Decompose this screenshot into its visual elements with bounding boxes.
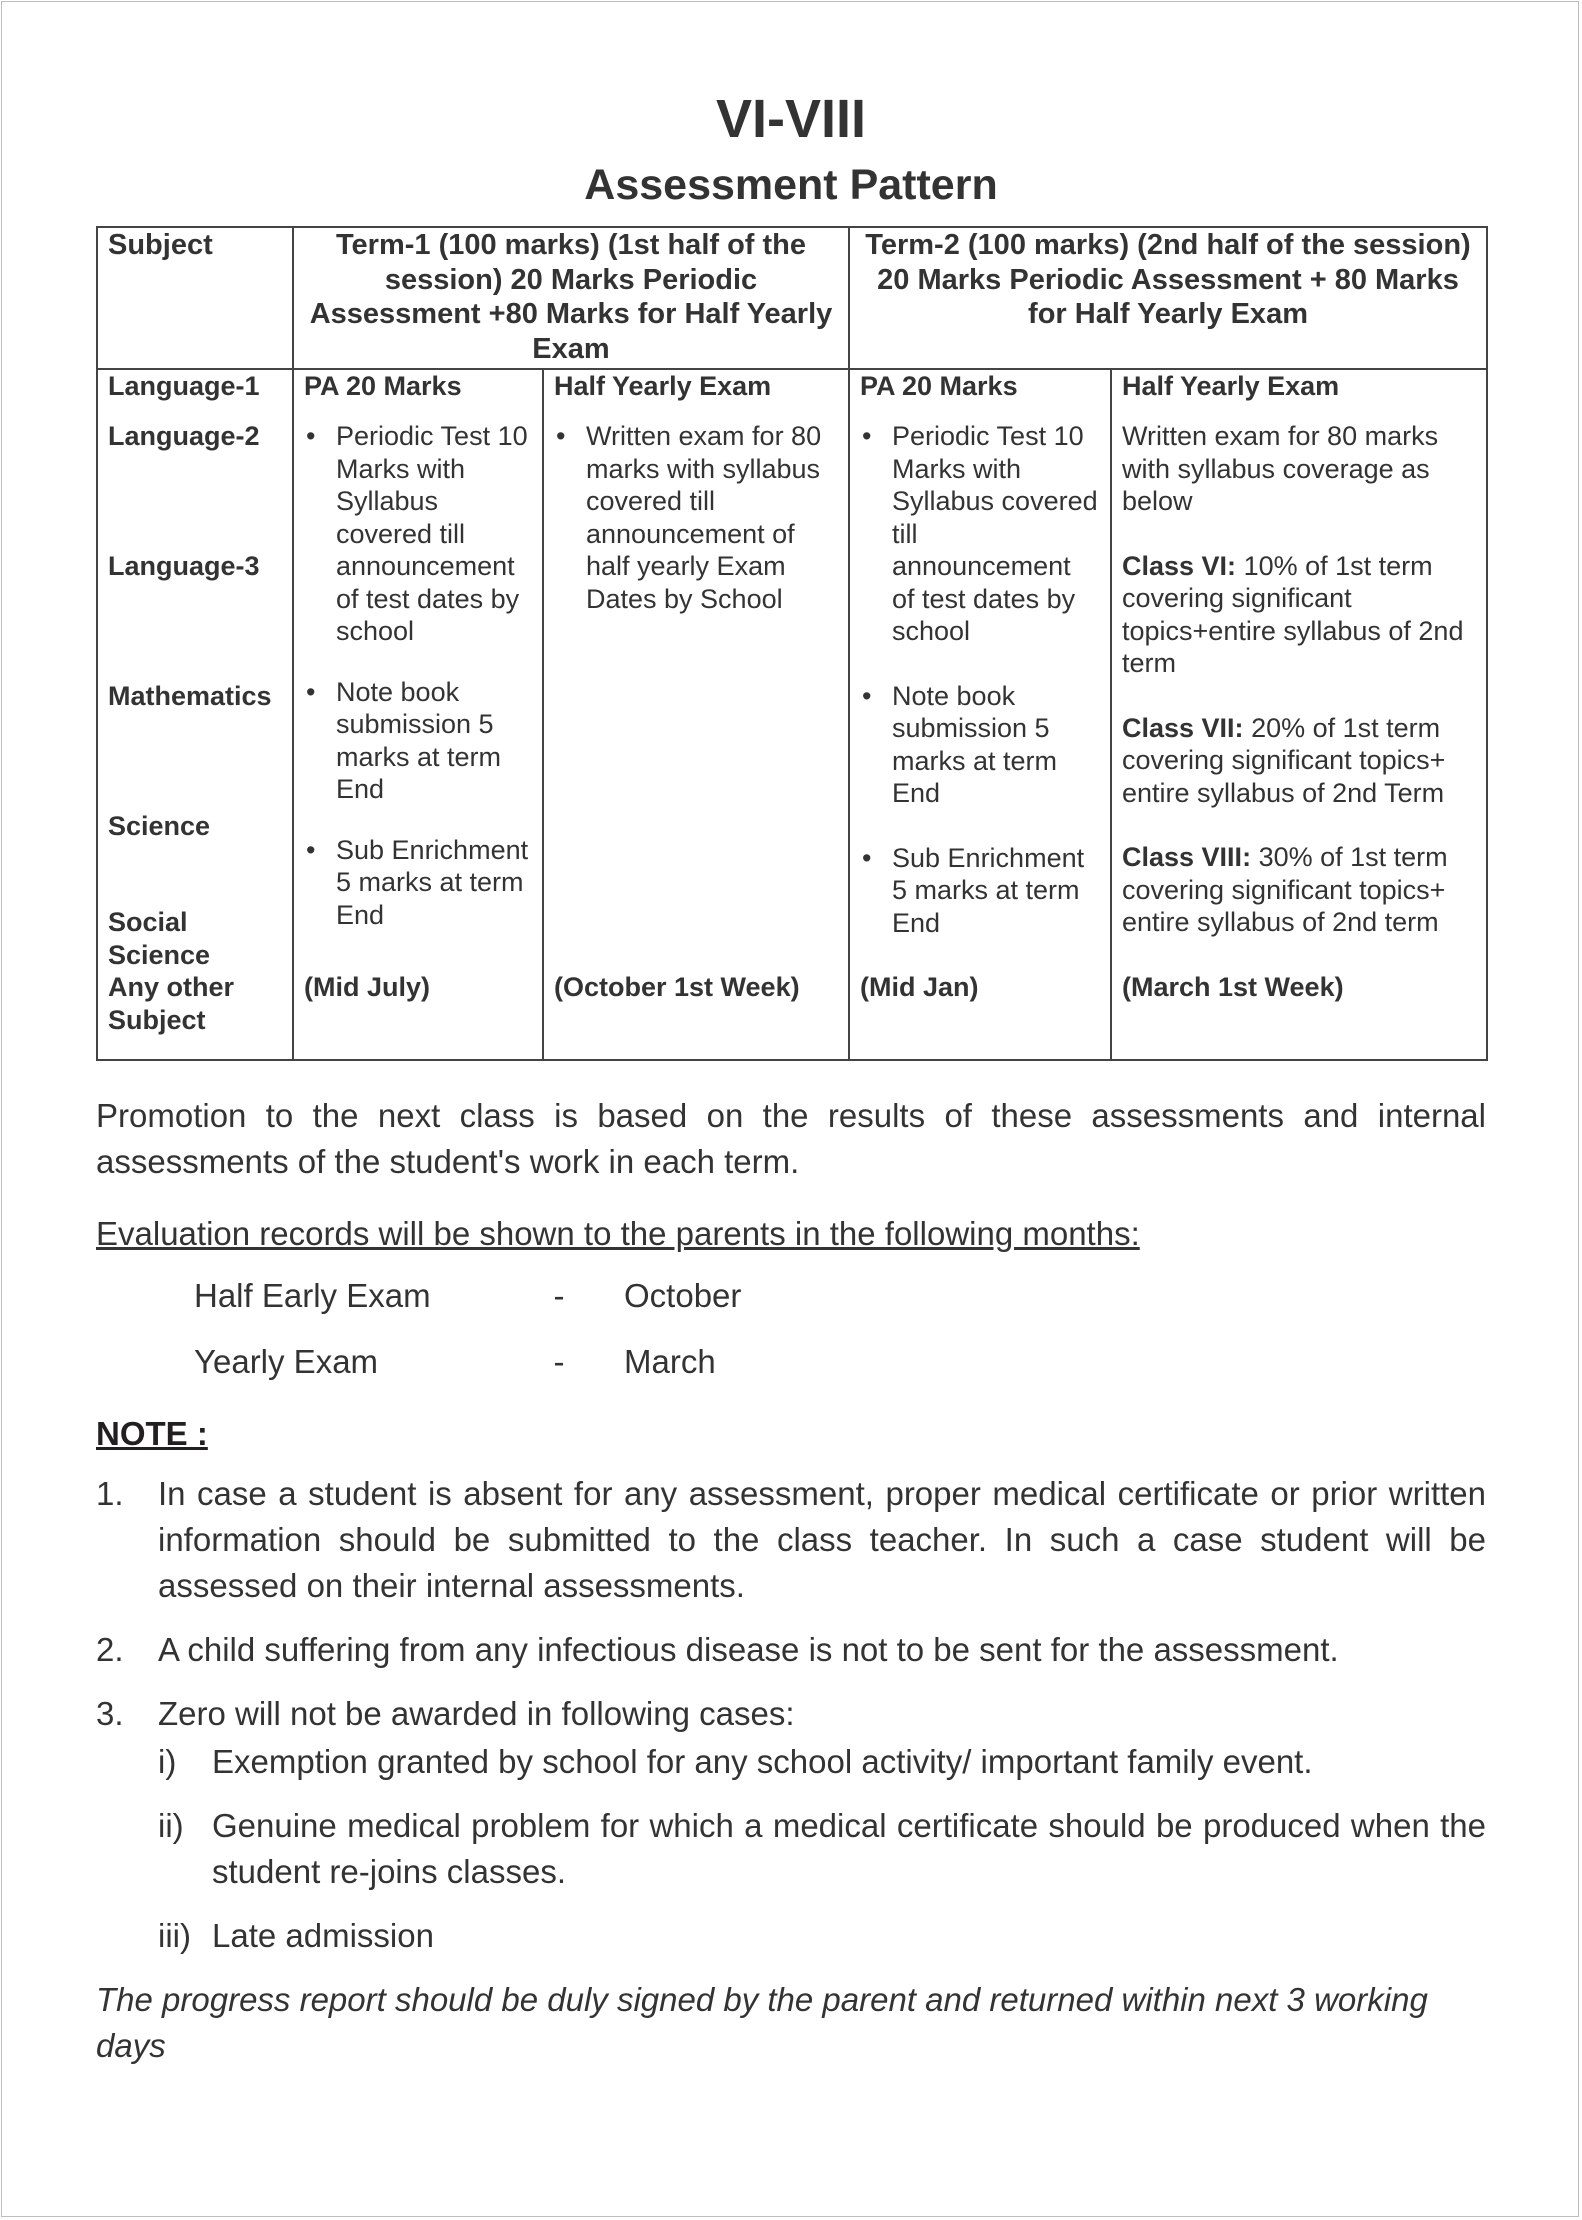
note-title: NOTE : [96, 1415, 208, 1452]
evaluation-list [96, 1263, 1486, 1395]
class-vii-coverage [1122, 712, 1476, 810]
date-term2-exam: (March 1st Week) [1111, 971, 1487, 1060]
class-text: 20% of 1st term covering significant topics+ entire syllabus of 2nd Term [1122, 712, 1446, 808]
evaluation-exam: Half Early Exam [194, 1277, 431, 1314]
list-item: • Note book submission 5 marks at term End [304, 676, 532, 806]
subject-mathematics: Mathematics [108, 681, 272, 711]
note-sub-item [158, 1803, 1486, 1895]
term1-exam-list [554, 420, 838, 615]
col-term2-pa-heading: PA 20 Marks [849, 369, 1111, 420]
subject-language-2: Language-2 [108, 421, 260, 451]
document-content [96, 86, 1486, 2069]
subject-science: Science [108, 811, 211, 841]
list-item: • Sub Enrichment 5 marks at term End [304, 834, 532, 932]
header-term-2: Term-2 (100 marks) (2nd half of the session) 20 Marks Periodic Assessment + 80 Marks for Half Yearly Exam [849, 227, 1487, 369]
col-term1-pa-heading: PA 20 Marks [293, 369, 543, 420]
note-number: 2. [96, 1631, 124, 1668]
list-item: • Note book submission 5 marks at term End [860, 680, 1100, 810]
class-label: Class VII: [1122, 712, 1244, 743]
note-sub-text: Exemption granted by school for any school activity/ important family event. [212, 1743, 1313, 1780]
col-term1-pa-body [293, 420, 543, 971]
evaluation-heading: Evaluation records will be shown to the parents in the following months: [96, 1215, 1140, 1252]
col-term1-exam-heading: Half Yearly Exam [543, 369, 849, 420]
note-sub-item [158, 1913, 1486, 1959]
note-list [96, 1471, 1486, 1959]
footer-note: The progress report should be duly signed by the parent and returned within next 3 working days [96, 1981, 1428, 2064]
evaluation-dash: - [553, 1277, 565, 1314]
evaluation-exam: Yearly Exam [194, 1343, 379, 1380]
note-text: Zero will not be awarded in following cases: [158, 1695, 795, 1732]
date-term2-pa: (Mid Jan) [849, 971, 1111, 1060]
evaluation-row [96, 1329, 1486, 1395]
assessment-table [96, 226, 1488, 1061]
note-sub-item [158, 1739, 1486, 1785]
page-title: VI-VIII [715, 89, 867, 149]
header-term-1: Term-1 (100 marks) (1st half of the session) 20 Marks Periodic Assessment +80 Marks for Half Yearly Exam [293, 227, 849, 369]
table-body-row [97, 420, 1487, 971]
class-viii-coverage [1122, 841, 1476, 939]
col-term2-exam-body [1111, 420, 1487, 971]
class-text: 30% of 1st term covering significant topics+ entire syllabus of 2nd term [1122, 842, 1448, 937]
date-term1-pa: (Mid July) [293, 971, 543, 1060]
table-subheader-row [97, 369, 1487, 420]
evaluation-row [96, 1263, 1486, 1329]
note-sub-number: i) [158, 1743, 177, 1780]
note-sub-text: Genuine medical problem for which a medical certificate should be produced when the student re-joins classes. [212, 1807, 1486, 1890]
class-vi-coverage [1122, 550, 1476, 680]
note-sub-number: iii) [158, 1917, 191, 1954]
subject-list [97, 420, 293, 971]
col-term2-pa-body [849, 420, 1111, 971]
note-text: In case a student is absent for any assessment, proper medical certificate or prior written information should be submitted to the class teacher. In such a case student will be assessed on their internal assessments. [158, 1475, 1486, 1604]
subject-any-other: Any other Subject [97, 971, 293, 1060]
class-text: 10% of 1st term covering significant topics+entire syllabus of 2nd term [1122, 550, 1464, 678]
table-date-row [97, 971, 1487, 1060]
subject-language-3: Language-3 [108, 551, 260, 581]
list-item: • Periodic Test 10 Marks with Syllabus covered till announcement of test dates by school [304, 420, 532, 648]
note-number: 1. [96, 1475, 124, 1512]
note-sub-text: Late admission [212, 1917, 434, 1954]
class-label: Class VIII: [1122, 842, 1252, 872]
note-item [96, 1691, 1486, 1959]
note-item [96, 1471, 1486, 1609]
note-sub-number: ii) [158, 1807, 184, 1844]
note-item [96, 1627, 1486, 1673]
class-label: Class VI: [1122, 550, 1237, 581]
evaluation-dash: - [553, 1343, 565, 1380]
list-item: • Written exam for 80 marks with syllabus covered till announcement of half yearly Exam Dates by School [554, 420, 838, 615]
list-item: • Sub Enrichment 5 marks at term End [860, 842, 1100, 940]
col-term2-exam-heading: Half Yearly Exam [1111, 369, 1487, 420]
subject-social-science: Social Science [108, 907, 211, 970]
col-term1-exam-body [543, 420, 849, 971]
promotion-paragraph: Promotion to the next class is based on the results of these assessments and internal assessments of the student's work in each term. [96, 1097, 1486, 1180]
term1-pa-list [304, 420, 532, 931]
evaluation-month: March [624, 1343, 716, 1380]
table-header-row [97, 227, 1487, 369]
header-subject: Subject [97, 227, 293, 369]
list-item: • Periodic Test 10 Marks with Syllabus covered till announcement of test dates by school [860, 420, 1100, 648]
page-subtitle: Assessment Pattern [584, 161, 998, 209]
subject-language-1: Language-1 [97, 369, 293, 420]
date-term1-exam: (October 1st Week) [543, 971, 849, 1060]
evaluation-month: October [624, 1277, 742, 1314]
note-sub-list [158, 1739, 1486, 1959]
note-number: 3. [96, 1695, 124, 1732]
note-text: A child suffering from any infectious disease is not to be sent for the assessment. [158, 1631, 1339, 1668]
term2-exam-intro: Written exam for 80 marks with syllabus coverage as below [1122, 421, 1439, 516]
term2-pa-list [860, 420, 1100, 939]
